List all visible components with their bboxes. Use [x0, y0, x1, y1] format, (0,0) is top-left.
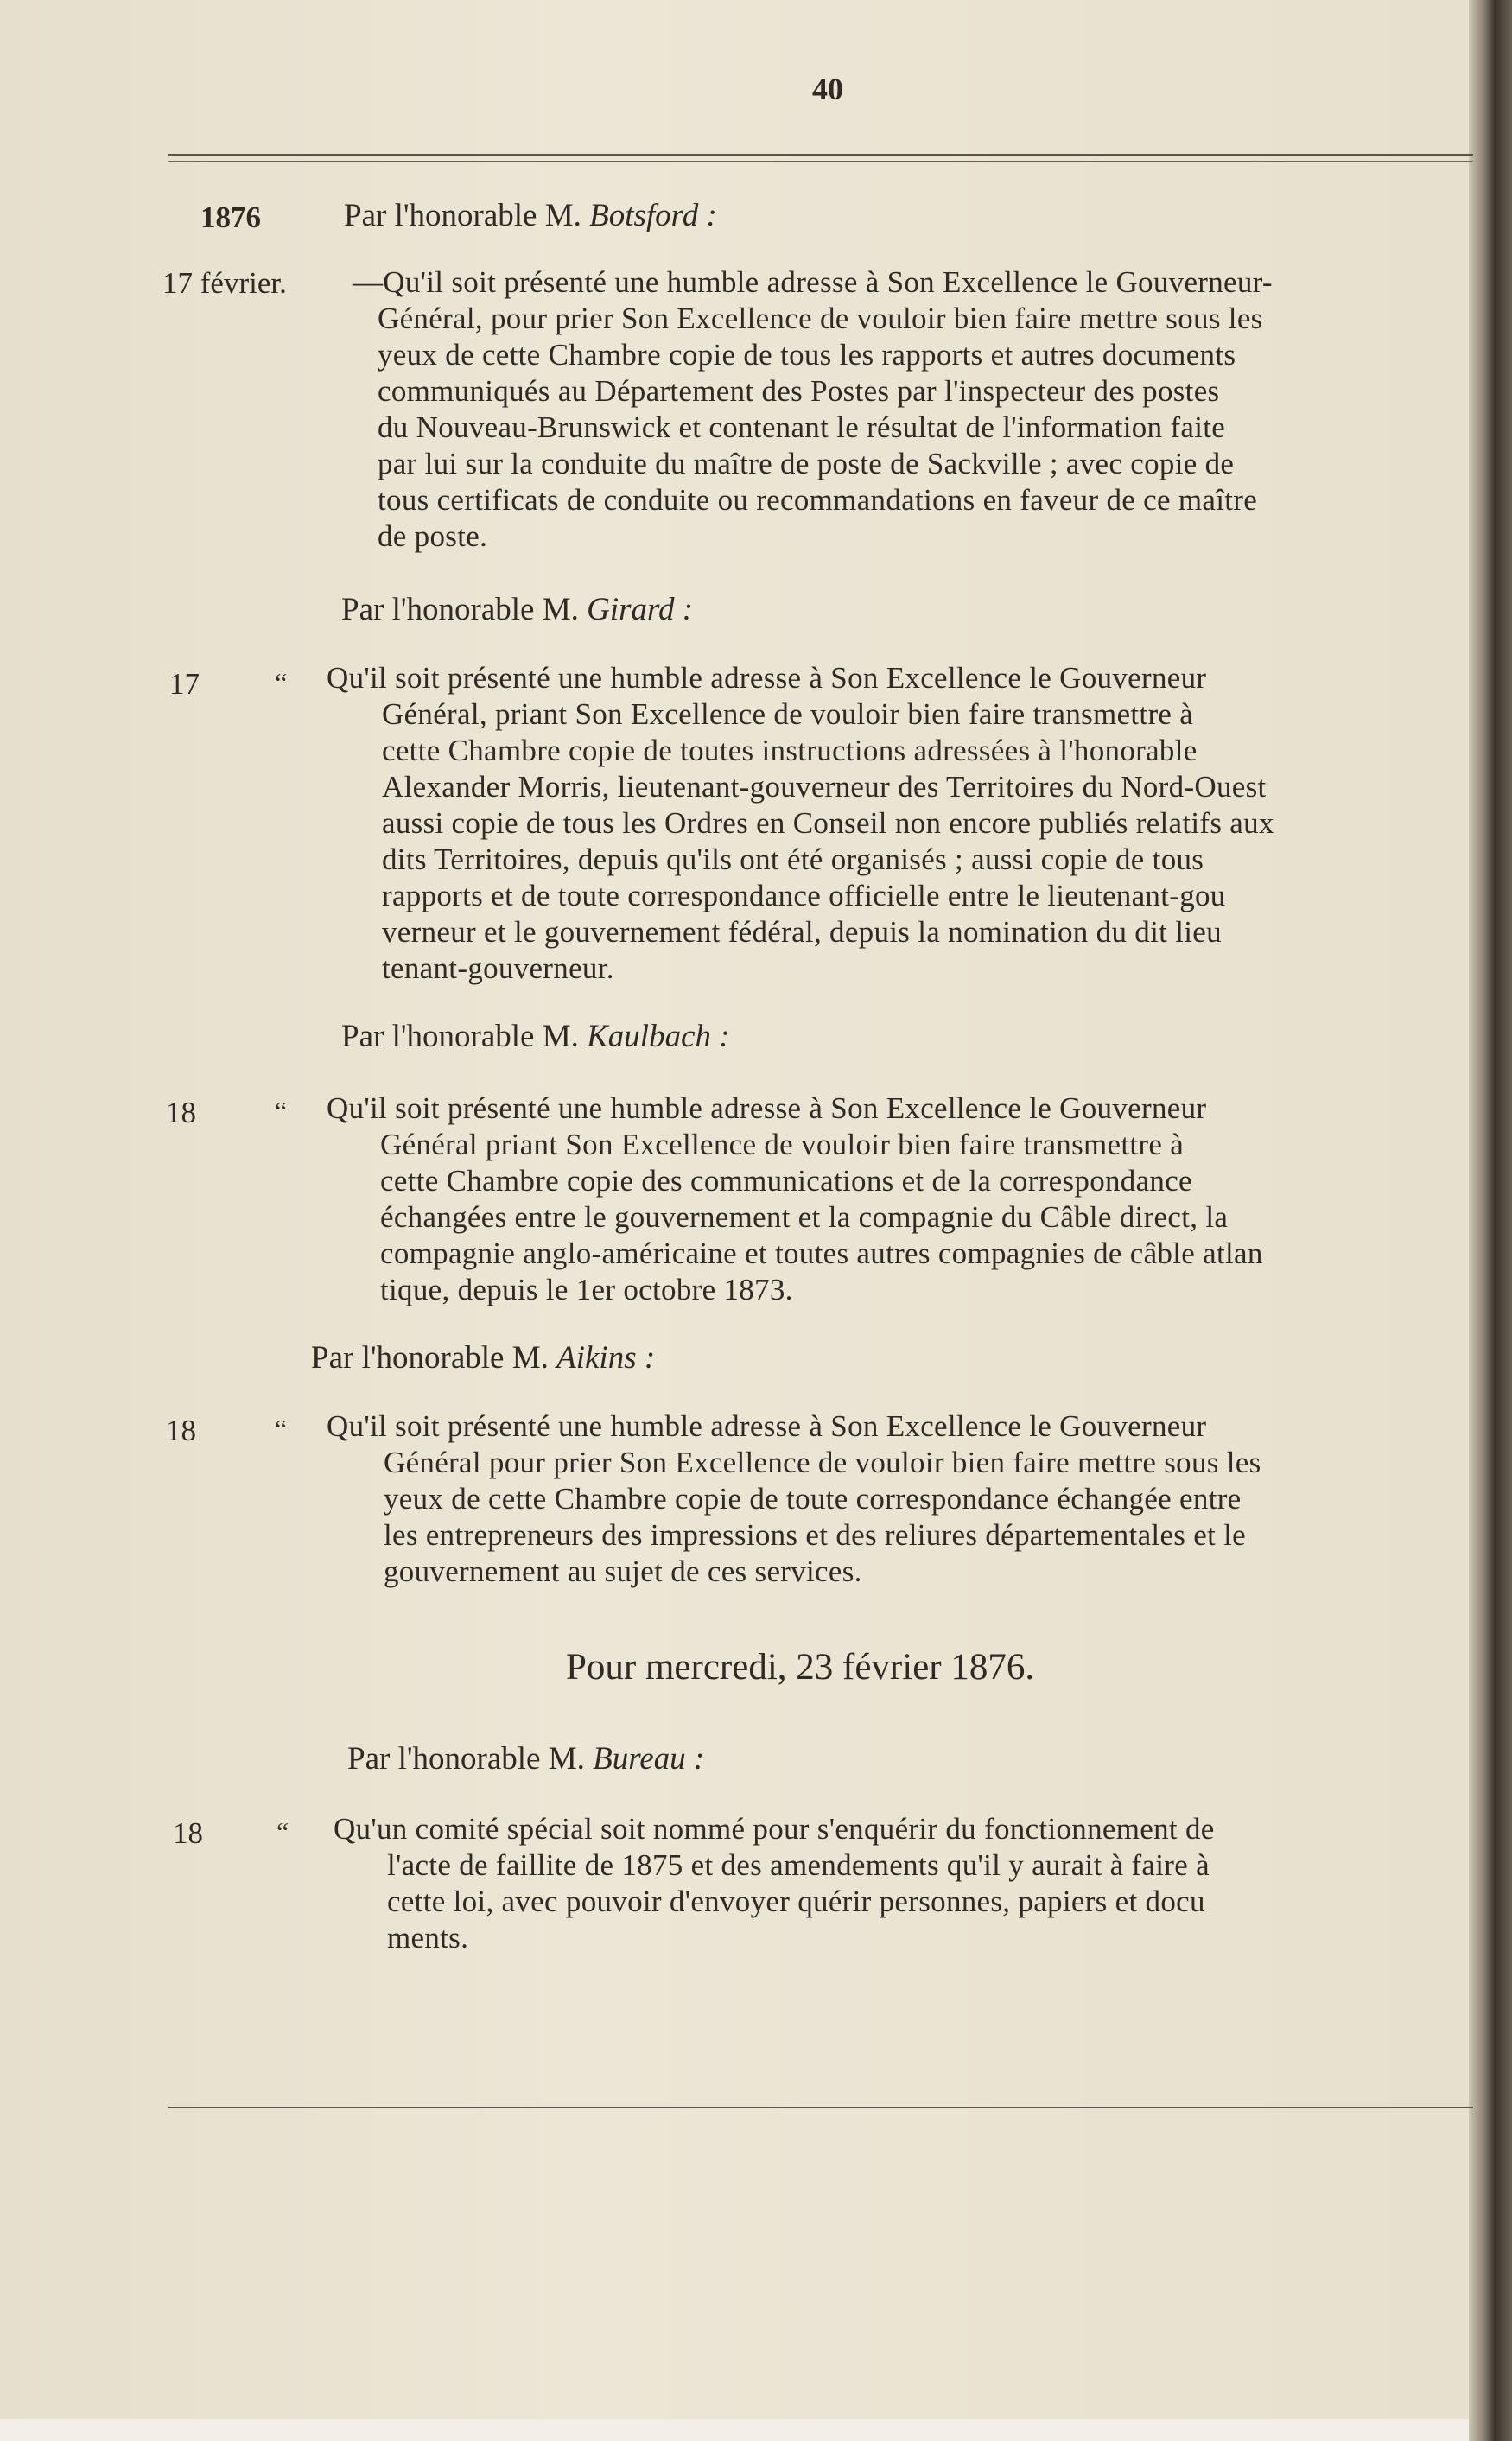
mover-prefix: Par l'honorable M.: [344, 198, 581, 233]
top-rule: [168, 154, 1473, 156]
page-number: 40: [812, 72, 843, 106]
motion-line: yeux de cette Chambre copie de toute correspondance échangée entre: [384, 1482, 1242, 1516]
mover-name: Bureau :: [593, 1741, 705, 1777]
motion-line: Qu'un comité spécial soit nommé pour s'enquérir du fonctionnement de: [334, 1812, 1215, 1846]
motion-line: Qu'il soit présenté une humble adresse à Son Excellence le Gouverneur: [327, 1091, 1207, 1125]
entry-date: 18: [166, 1414, 196, 1447]
motion-line: les entrepreneurs des impressions et des reliures départementales et le: [384, 1518, 1247, 1552]
ditto-mark: “: [275, 667, 288, 698]
entry-date: 17 février.: [162, 266, 287, 300]
ditto-mark: “: [275, 1414, 288, 1445]
entry-date: 18: [173, 1816, 203, 1850]
mover-prefix: Par l'honorable M.: [341, 592, 579, 627]
book-spine-shadow: [1469, 0, 1512, 2441]
motion-line: cette Chambre copie des communications et de la correspondance: [380, 1164, 1192, 1198]
mover-line-3: [341, 1018, 730, 1055]
motion-line: tique, depuis le 1er octobre 1873.: [380, 1273, 793, 1306]
motion-line: verneur et le gouvernement fédéral, depuis la nomination du dit lieu: [382, 915, 1222, 949]
mover-name: Botsford :: [589, 198, 717, 233]
mover-prefix: Par l'honorable M.: [341, 1019, 579, 1054]
motion-line: cette loi, avec pouvoir d'envoyer quérir personnes, papiers et docu: [387, 1885, 1205, 1918]
mover-line-1: [344, 197, 717, 234]
entry-date: 17: [169, 667, 200, 701]
mover-prefix: Par l'honorable M.: [347, 1741, 585, 1777]
mover-name: Aikins :: [556, 1340, 656, 1376]
motion-line: Qu'il soit présenté une humble adresse à Son Excellence le Gouverneur: [327, 661, 1207, 695]
mover-prefix: Par l'honorable M.: [311, 1340, 549, 1376]
motion-line: tous certificats de conduite ou recommandations en faveur de ce maître: [378, 483, 1258, 517]
motion-line: tenant-gouverneur.: [382, 951, 614, 985]
scan-margin: [0, 2419, 1469, 2441]
mover-line-4: [311, 1339, 655, 1376]
motion-line: échangées entre le gouvernement et la compagnie du Câble direct, la: [380, 1200, 1229, 1234]
motion-line: de poste.: [378, 519, 488, 553]
motion-line: du Nouveau-Brunswick et contenant le résultat de l'information faite: [378, 410, 1226, 444]
ditto-mark: “: [275, 1096, 288, 1127]
bottom-rule: [168, 2107, 1473, 2108]
motion-line: cette Chambre copie de toutes instructions adressées à l'honorable: [382, 734, 1198, 767]
motion-line: communiqués au Département des Postes par l'inspecteur des postes: [378, 374, 1220, 408]
section-heading: Pour mercredi, 23 février 1876.: [566, 1647, 1035, 1688]
motion-line: l'acte de faillite de 1875 et des amendements qu'il y aurait à faire à: [387, 1848, 1210, 1882]
mover-line-5: [347, 1740, 704, 1777]
motion-line: dits Territoires, depuis qu'ils ont été organisés ; aussi copie de tous: [382, 842, 1204, 876]
motion-line: —Qu'il soit présenté une humble adresse à Son Excellence le Gouverneur-: [353, 265, 1273, 299]
motion-line: Général pour prier Son Excellence de vouloir bien faire mettre sous les: [384, 1446, 1261, 1479]
motion-line: Général, pour prier Son Excellence de vouloir bien faire mettre sous les: [378, 302, 1263, 335]
motion-line: yeux de cette Chambre copie de tous les rapports et autres documents: [378, 338, 1236, 372]
motion-line: ments.: [387, 1921, 469, 1955]
entry-date: 18: [166, 1096, 196, 1129]
mover-line-2: [341, 591, 693, 628]
mover-name: Girard :: [587, 592, 694, 627]
mover-name: Kaulbach :: [587, 1019, 730, 1054]
motion-line: Général, priant Son Excellence de vouloir bien faire transmettre à: [382, 697, 1194, 731]
motion-line: Alexander Morris, lieutenant-gouverneur des Territoires du Nord-Ouest: [382, 770, 1267, 804]
year-label: 1876: [200, 200, 261, 234]
motion-line: compagnie anglo-américaine et toutes autres compagnies de câble atlan: [380, 1236, 1263, 1270]
ditto-mark: “: [276, 1816, 289, 1847]
motion-line: gouvernement au sujet de ces services.: [384, 1554, 862, 1588]
motion-line: rapports et de toute correspondance officielle entre le lieutenant-gou: [382, 879, 1226, 912]
motion-line: aussi copie de tous les Ordres en Conseil non encore publiés relatifs aux: [382, 806, 1274, 840]
motion-line: Général priant Son Excellence de vouloir bien faire transmettre à: [380, 1128, 1185, 1161]
motion-line: par lui sur la conduite du maître de poste de Sackville ; avec copie de: [378, 447, 1235, 480]
top-rule-thin: [168, 161, 1473, 162]
motion-line: Qu'il soit présenté une humble adresse à Son Excellence le Gouverneur: [327, 1409, 1207, 1443]
